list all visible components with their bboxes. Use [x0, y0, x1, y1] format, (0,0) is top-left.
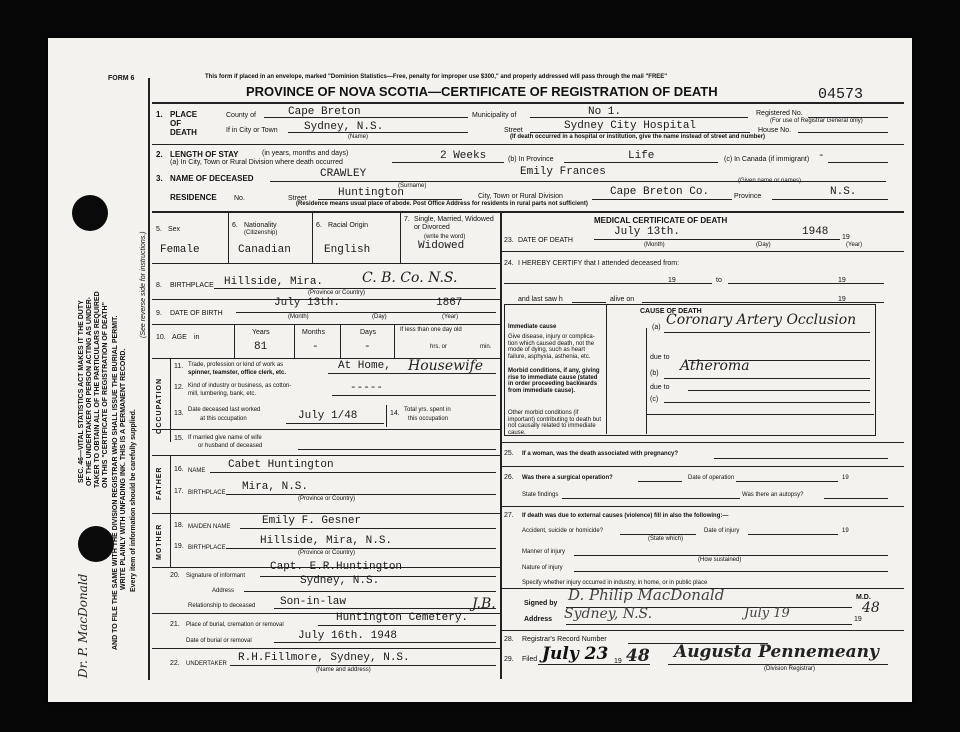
f14-text-2: this occupation [408, 416, 449, 422]
signed-address-value: Sydney, N.S. [564, 606, 653, 622]
f22-number: 22. [170, 660, 180, 667]
age-days-label: Days [360, 329, 376, 336]
f6-number: 6. [232, 222, 238, 229]
f23-month-note: (Month) [644, 242, 665, 248]
f2-a-label: (a) In City, Town or Rural Division where death occurred [170, 159, 343, 166]
f3-label: NAME OF DECEASED [170, 174, 254, 183]
age-years-label: Years [252, 329, 270, 336]
f27-nineteen: 19 [842, 528, 849, 534]
punch-hole-bottom [78, 526, 114, 562]
f1-number: 1. [156, 110, 163, 119]
father-name-value: Cabet Huntington [228, 459, 334, 471]
f25-number: 25. [504, 450, 514, 457]
father-birthplace-value: Mira, N.S. [242, 481, 309, 493]
f19-number: 19. [174, 543, 184, 550]
f29-number: 29. [504, 656, 514, 663]
f8-number: 8. [156, 282, 162, 289]
f1-label-of: OF [170, 119, 182, 128]
f26-nineteen: 19 [842, 475, 849, 481]
f6b-number: 6. [316, 222, 322, 229]
side-line-7: Every item of information should be carefully supplied. [130, 409, 137, 592]
father-section-label: FATHER [156, 466, 163, 500]
how-sustained-note: (How sustained) [698, 557, 742, 563]
f23-year-note: (Year) [846, 242, 863, 248]
residence-province: N.S. [830, 186, 857, 198]
f14-text-1: Total yrs. spent in [404, 407, 451, 413]
f17-note: (Province or Country) [298, 496, 356, 502]
f3-number: 3. [156, 174, 163, 183]
municipality-value: No 1. [588, 106, 622, 118]
immediate-cause-desc: Give disease, injury or complica-tion which caused death, not the mode of dying, such as heart failure, asphyxia, asthenia, etc. [508, 334, 595, 360]
f24-nineteen-2: 19 [838, 277, 846, 284]
side-line-3: TAKER TO OBTAIN ALL OF THE PARTICULARS REQUIRED [94, 291, 101, 488]
f13-text-2: at this occupation [200, 416, 247, 422]
age-min-label: min. [480, 344, 492, 350]
f6b-label: Racial Origin [328, 222, 369, 229]
due-to-1: due to [650, 354, 670, 361]
side-line-5: AND TO FILE THE SAME WITH THE DIVISION REGISTRAR WHO SHALL ISSUE THE BURIAL PERMIT. [112, 315, 119, 650]
registrar-general-note: (For use of Registrar General only) [770, 118, 863, 124]
f24-label: I HEREBY CERTIFY that I attended deceased from: [518, 260, 680, 267]
f20-address-label: Address [212, 588, 235, 594]
f12-number: 12. [174, 384, 184, 391]
f23-label: DATE OF DEATH [518, 237, 573, 244]
cause-a-tag: (a) [652, 324, 661, 331]
informant-address-value: Sydney, N.S. [300, 575, 380, 587]
f26-number: 26. [504, 474, 514, 481]
autopsy-label: Was there an autopsy? [742, 492, 804, 498]
f24-to: to [716, 277, 722, 284]
f6-sub: (Citizenship) [244, 230, 278, 236]
f4-no-label: No. [234, 195, 245, 202]
f16-label: NAME [188, 468, 206, 474]
f1-label-death: DEATH [170, 128, 197, 137]
dob-year-note: (Year) [442, 314, 459, 320]
residence-division: Cape Breton Co. [610, 186, 710, 198]
dob-month-day: July 13th. [274, 297, 341, 309]
hospital-note: (If death occurred in a hospital or institution, give the name instead of street and number) [510, 134, 766, 140]
f29-nineteen: 19 [614, 658, 622, 665]
industry-value: ----- [350, 382, 384, 394]
occupation-handwritten: Housewife [408, 358, 484, 374]
birthplace-handwritten: C. B. Co. N.S. [362, 270, 458, 286]
city-label: If in City or Town [226, 127, 278, 134]
morbid-conditions-label: Morbid conditions, if any, giving rise to immediate cause (stated in order proceeding backwards from immediate cause). [508, 368, 600, 394]
f16-number: 16. [174, 466, 184, 473]
f27-label: If death was due to external causes (violence) fill in also the following:— [522, 513, 729, 519]
f2-number: 2. [156, 150, 163, 159]
f15-text-1: If married give name of wife [188, 435, 262, 441]
f18-number: 18. [174, 522, 184, 529]
f24-alive-on: alive on [610, 296, 635, 303]
nationality-value: Canadian [238, 244, 291, 256]
f2-b-label: (b) In Province [508, 156, 554, 163]
due-to-2: due to [650, 384, 670, 391]
f7-sub: (write the word) [424, 234, 466, 240]
f24-nineteen-1: 19 [668, 277, 676, 284]
f6-label: Nationality [244, 222, 277, 229]
f20-number: 20. [170, 572, 180, 579]
f12-text-1: Kind of industry or business, as cotton- [188, 383, 292, 389]
f9-number: 9. [156, 310, 162, 317]
deceased-given-names: Emily Frances [520, 166, 606, 178]
stay-city-value: 2 Weeks [440, 150, 487, 162]
age-months-value: - [312, 341, 319, 353]
f10-label: AGE [172, 334, 187, 341]
f13-number: 13. [174, 410, 184, 417]
f20-label: Signature of informant [186, 573, 246, 579]
surname-note: (Surname) [398, 183, 427, 189]
signed-by-value: D. Philip MacDonald [568, 586, 725, 604]
burial-initials: J.B. [472, 596, 496, 612]
sex-value: Female [160, 244, 200, 256]
f17-label: BIRTHPLACE [188, 490, 226, 496]
mother-section-label: MOTHER [156, 523, 163, 560]
age-years-value: 81 [254, 341, 268, 353]
cause-b-tag: (b) [650, 370, 659, 377]
last-worked-value: July 1/48 [298, 410, 358, 422]
stay-canada-value: - [818, 150, 825, 162]
filed-year-value: 48 [626, 646, 650, 666]
age-months-label: Months [302, 329, 325, 336]
md-label: M.D. [856, 594, 871, 601]
f7-label: Single, Married, Widowed or Divorced [414, 216, 494, 231]
f28-number: 28. [504, 636, 514, 643]
f4-city-label: City, Town or Rural Division [478, 193, 563, 200]
f20-relationship-label: Relationship to deceased [188, 603, 256, 609]
f29-label: Filed [522, 656, 538, 663]
signed-by-label: Signed by [524, 600, 558, 607]
f2-c-label: (c) In Canada (if immigrant) [724, 156, 810, 163]
f1-label-place: PLACE [170, 110, 198, 119]
f13-text-1: Date deceased last worked [188, 407, 261, 413]
mother-birthplace-value: Hillside, Mira, N.S. [260, 535, 393, 547]
residence-note: (Residence means usual place of abode. Post Office Address for residents in rural parts not sufficient) [296, 201, 588, 207]
f23-day-note: (Day) [756, 242, 771, 248]
other-conditions-label: Other morbid conditions (if important) contributing to death but not causally related to immediate cause. [508, 410, 602, 436]
house-no-label: House No. [758, 127, 792, 134]
envelope-note: This form if placed in an envelope, marked "Dominion Statistics—Free, penalty for improper use $300," and properly addressed will pass through the mail "FREE" [205, 74, 668, 80]
f15-number: 15. [174, 435, 184, 442]
f27-number: 27. [504, 512, 514, 519]
burial-place-value: Huntington Cemetery. [336, 612, 469, 624]
f17-number: 17. [174, 488, 184, 495]
f28-label: Registrar's Record Number [522, 636, 607, 643]
county-label: County of [226, 112, 256, 119]
death-year: 1948 [802, 226, 829, 238]
given-names-note: (Given name or names) [738, 178, 802, 184]
residence-street: Huntington [338, 187, 405, 199]
f22-note: (Name and address) [316, 667, 371, 673]
nature-injury-label: Nature of injury [522, 565, 563, 571]
f15-text-2: or husband of deceased [198, 443, 263, 449]
f7-number: 7. [404, 216, 410, 223]
side-line-1: SEC. 46—VITAL STATISTICS ACT MAKES IT THE DUTY [78, 300, 85, 483]
f24-number: 24. [504, 260, 514, 267]
f24-last-saw: and last saw h [518, 296, 563, 303]
f21-label: Place of burial, cremation or removal [186, 622, 284, 628]
manner-injury-label: Manner of injury [522, 549, 566, 555]
mother-maiden-name-value: Emily F. Gesner [262, 515, 362, 527]
f12-text-2: mill, lumbering, bank, etc. [188, 391, 257, 397]
registered-no-label: Registered No. [756, 110, 803, 117]
f11-text-1: Trade, profession or kind of work as [188, 362, 284, 368]
cause-title: CAUSE OF DEATH [640, 308, 702, 315]
side-line-4: ON THIS "CERTIFICATE OF REGISTRATION OF DEATH" [102, 302, 109, 488]
occupation-section-label: OCCUPATION [156, 377, 163, 434]
age-hrs-label: hrs. or [430, 344, 448, 350]
f19-note: (Province or Country) [298, 550, 356, 556]
f4-street-label: Street [288, 195, 307, 202]
age-days-value: - [364, 341, 371, 353]
racial-origin-value: English [324, 244, 371, 256]
f24-nineteen-3: 19 [838, 296, 846, 303]
f18-label: MAIDEN NAME [188, 524, 231, 530]
f22-label: UNDERTAKER [186, 661, 227, 667]
f26-label: Was there a surgical operation? [522, 475, 613, 481]
filed-date-value: July 23 [542, 644, 609, 664]
f4-province-label: Province [734, 193, 762, 200]
signed-address-label: Address [524, 616, 553, 623]
f19-label: BIRTHPLACE [188, 545, 226, 551]
cause-b-value: Atheroma [680, 358, 750, 374]
cause-c-tag: (c) [650, 396, 659, 403]
registrar-signature: Augusta Pennemeany [674, 642, 879, 662]
date-injury-label: Date of injury [704, 528, 740, 534]
dob-day-note: (Day) [372, 314, 387, 320]
city-value: Sydney, N.S. [304, 121, 384, 133]
burial-date-value: July 16th. 1948 [298, 630, 398, 642]
municipality-label: Municipality of [472, 112, 517, 119]
f10-number: 10. [156, 334, 166, 341]
specify-label: Specify whether injury occurred in industry, in home, or in public place [522, 580, 708, 586]
signed-date-value: July 19 [744, 606, 790, 621]
f11-number: 11. [174, 363, 184, 370]
death-month-day: July 13th. [614, 226, 681, 238]
f21-number: 21. [170, 621, 180, 628]
undertaker-value: R.H.Fillmore, Sydney, N.S. [238, 652, 410, 664]
form-number: FORM 6 [108, 75, 135, 82]
division-registrar-note: (Division Registrar) [764, 666, 816, 672]
name-note: (Name) [348, 134, 369, 140]
dob-year: 1867 [436, 297, 463, 309]
side-line-2: OF THE UNDERTAKER OR PERSON ACTING AS UNDER- [86, 296, 93, 486]
certificate-title: PROVINCE OF NOVA SCOTIA—CERTIFICATE OF REGISTRATION OF DEATH [246, 84, 718, 99]
f8-note: (Province or Country) [308, 290, 366, 296]
street-value: Sydney City Hospital [564, 120, 697, 132]
cause-a-value: Coronary Artery Occlusion [666, 312, 857, 328]
f5-label: Sex [168, 226, 181, 233]
immediate-cause-label: Immediate cause [508, 324, 557, 330]
f2-label: LENGTH OF STAY [170, 150, 239, 159]
informant-value: Capt. E.R.Huntington [270, 561, 403, 573]
medical-title: MEDICAL CERTIFICATE OF DEATH [594, 216, 728, 225]
f5-number: 5. [156, 226, 162, 233]
certificate-number: 04573 [818, 86, 864, 103]
f23-number: 23. [504, 237, 514, 244]
marital-status-value: Widowed [418, 240, 465, 252]
f25-label: If a woman, was the death associated with pregnancy? [522, 451, 679, 457]
f10-in: in [194, 334, 200, 341]
f23-nineteen: 19 [842, 234, 850, 241]
state-which-note: (State which) [648, 536, 684, 542]
f14-number: 14. [390, 410, 400, 417]
f4-label: RESIDENCE [170, 193, 217, 202]
dob-month-note: (Month) [288, 314, 309, 320]
f2-label-sub: (in years, months and days) [262, 150, 349, 157]
side-line-8: (See reverse side for instructions.) [140, 231, 147, 338]
f8-label: BIRTHPLACE [170, 282, 214, 289]
age-less-label: If less than one day old [400, 327, 462, 333]
birthplace-value: Hillside, Mira. [224, 276, 324, 288]
signed-nineteen: 19 [854, 616, 862, 623]
f9-label: DATE OF BIRTH [170, 310, 223, 317]
deceased-surname: CRAWLEY [320, 168, 367, 180]
relationship-value: Son-in-law [280, 596, 347, 608]
date-operation-label: Date of operation [688, 475, 735, 481]
punch-hole-top [72, 195, 108, 231]
occupation-value: At Home, [338, 360, 391, 372]
accident-label: Accident, suicide or homicide? [522, 528, 604, 534]
side-line-6: WRITE PLAINLY WITH UNFADING INK. THIS IS A PERMANENT RECORD. [120, 348, 127, 590]
street-label: Street [504, 127, 523, 134]
state-findings-label: State findings [522, 492, 559, 498]
f21-date-label: Date of burial or removal [186, 638, 252, 644]
stay-province-value: Life [628, 150, 655, 162]
f11-text-2: spinner, teamster, office clerk, etc. [188, 370, 287, 376]
county-value: Cape Breton [288, 106, 361, 118]
margin-signature: Dr. P. MacDonald [76, 573, 90, 678]
certificate-page [48, 38, 912, 702]
signed-year-value: 48 [862, 600, 880, 616]
